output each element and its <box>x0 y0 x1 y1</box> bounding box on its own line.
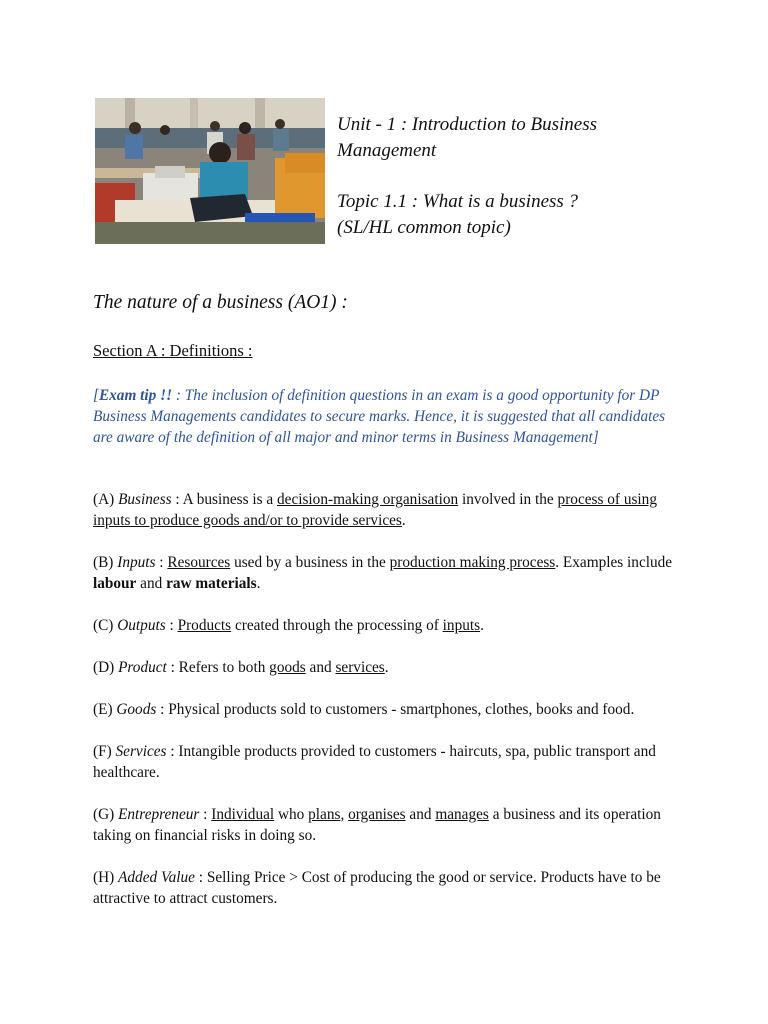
exam-tip <box>93 385 683 448</box>
definition-id: (H) <box>93 869 119 886</box>
definition-term: Added Value <box>118 869 195 886</box>
bold-phrase: labour <box>93 575 137 592</box>
definition-term: Outputs <box>117 617 166 634</box>
definitions-list <box>93 489 683 930</box>
definition-id: (F) <box>93 743 116 760</box>
definition-text: . <box>480 617 484 634</box>
definition-text: . <box>401 512 406 529</box>
underlined-phrase: decision-making organisation <box>277 491 459 508</box>
definition-text: created through the processing of <box>231 617 443 634</box>
definition-item <box>93 699 683 720</box>
definition-text: used by a business in the <box>230 554 390 571</box>
underlined-phrase: organises <box>348 806 406 823</box>
definition-text: , <box>340 806 349 823</box>
definition-text: : A business is a <box>171 491 277 508</box>
definition-term: Product <box>118 659 167 676</box>
definition-text: and <box>405 806 436 823</box>
underlined-phrase: goods <box>269 659 306 676</box>
definition-id: (B) <box>93 554 118 571</box>
definition-text: . <box>384 659 389 676</box>
definition-text: . Examples include <box>555 554 673 571</box>
definition-item <box>93 552 683 594</box>
definition-text: who <box>274 806 309 823</box>
definition-term: Services <box>115 743 167 760</box>
document-header <box>337 112 717 241</box>
underlined-phrase: plans <box>308 806 341 823</box>
exam-tip-label: Exam tip !! <box>98 387 173 404</box>
underlined-phrase: inputs <box>442 617 481 634</box>
definition-id: (E) <box>93 701 117 718</box>
definition-id: (A) <box>93 491 119 508</box>
nature-heading: The nature of a business (AO1) : <box>93 292 348 313</box>
definition-term: Entrepreneur <box>118 806 200 823</box>
definition-item <box>93 615 683 636</box>
exam-tip-bracket: [ <box>93 387 99 404</box>
definition-text: : <box>165 617 178 634</box>
definition-text: : Refers to both <box>166 659 270 676</box>
underlined-phrase: production making process <box>389 554 556 571</box>
definition-text: and <box>136 575 167 592</box>
definition-term: Goods <box>116 701 157 718</box>
underlined-phrase: manages <box>435 806 489 823</box>
topic-title-line2: (SL/HL common topic) <box>337 217 511 238</box>
definition-item <box>93 741 683 783</box>
definition-item <box>93 657 683 678</box>
bold-phrase: raw materials <box>166 575 257 592</box>
definition-item <box>93 804 683 846</box>
section-heading: Section A : Definitions : <box>93 341 253 360</box>
definition-text: and <box>305 659 336 676</box>
unit-title-line1: Unit - 1 : Introduction to Business <box>337 114 597 135</box>
definition-term: Inputs <box>117 554 156 571</box>
factory-photo <box>95 98 325 244</box>
definition-id: (D) <box>93 659 119 676</box>
definition-text: . <box>256 575 261 592</box>
definition-item <box>93 867 683 909</box>
definition-text: : <box>199 806 212 823</box>
underlined-phrase: Products <box>177 617 232 634</box>
definition-id: (G) <box>93 806 119 823</box>
definition-text: : Selling Price > Cost of producing the good or service. Products have to be attractive to attract customers. <box>93 869 661 907</box>
definition-text: : Physical products sold to customers - smartphones, clothes, books and food. <box>156 701 635 718</box>
unit-title-line2: Management <box>337 140 437 161</box>
topic-title-line1: Topic 1.1 : What is a business ? <box>337 191 579 212</box>
definition-id: (C) <box>93 617 118 634</box>
underlined-phrase: process of using inputs to produce goods and/or to provide services <box>93 491 657 529</box>
exam-tip-text: : The inclusion of definition questions in an exam is a good opportunity for DP Business Managements candidates to secure marks. Hence, it is suggested that all candidates are aware of the definition of all major and minor terms in Business Management] <box>93 387 666 446</box>
definition-item <box>93 489 683 531</box>
underlined-phrase: services <box>335 659 385 676</box>
definition-text: involved in the <box>458 491 558 508</box>
definition-text: : <box>155 554 168 571</box>
underlined-phrase: Individual <box>211 806 275 823</box>
definition-term: Business <box>118 491 172 508</box>
underlined-phrase: Resources <box>167 554 231 571</box>
definition-text: a business and its operation taking on financial risks in doing so. <box>93 806 661 844</box>
definition-text: : Intangible products provided to customers - haircuts, spa, public transport and healthcare. <box>93 743 656 781</box>
